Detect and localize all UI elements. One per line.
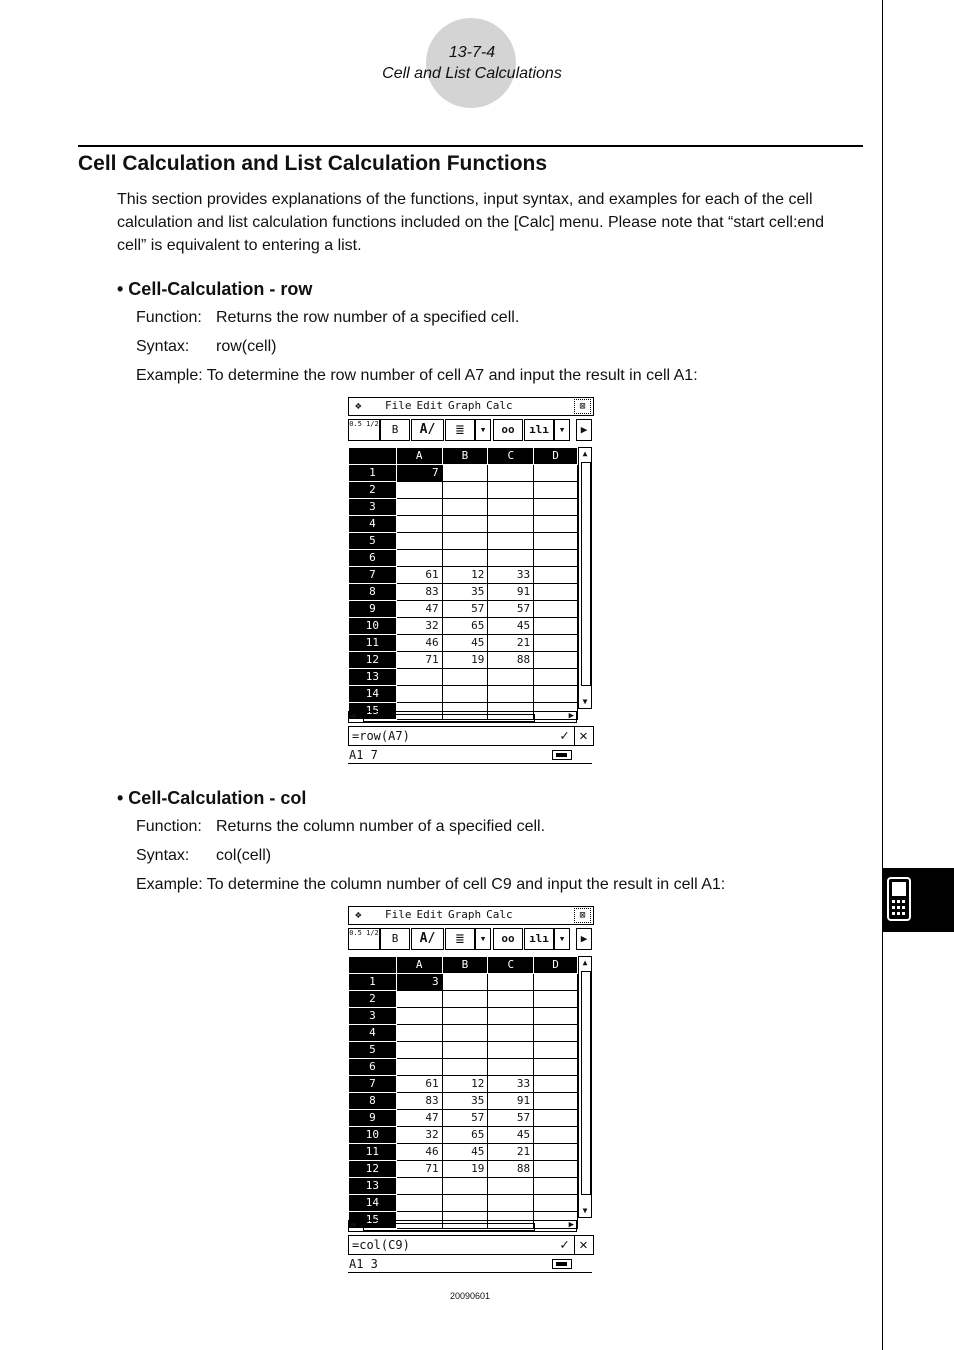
list-button[interactable]: ≣ (445, 928, 475, 950)
table-row (349, 550, 578, 567)
example-text: To determine the column number of cell C9 and input the result in cell A1: (206, 876, 726, 893)
chapter-title: Cell and List Calculations (382, 65, 562, 82)
function-label: Function: (136, 309, 202, 326)
menu-logo-icon[interactable]: ❖ (355, 908, 362, 921)
column-header-a[interactable]: A (396, 957, 442, 974)
row-header[interactable]: 6 (349, 1059, 397, 1076)
cell[interactable] (442, 1042, 488, 1059)
cell[interactable] (396, 499, 442, 516)
cell[interactable]: 71 (396, 652, 442, 669)
cell[interactable]: 47 (396, 601, 442, 618)
cell[interactable]: 57 (442, 1110, 488, 1127)
fraction-button[interactable]: 0.5 1/2 (348, 928, 380, 950)
entry-line (348, 726, 594, 746)
cell[interactable]: 88 (488, 652, 534, 669)
spreadsheet-grid[interactable] (348, 956, 578, 1226)
row-header[interactable]: 15 (349, 1212, 397, 1229)
formula-input[interactable]: =col(C9) (352, 1238, 410, 1252)
cell[interactable] (488, 686, 534, 703)
table-row (349, 1127, 578, 1144)
cell[interactable] (442, 686, 488, 703)
cell[interactable]: 45 (488, 618, 534, 635)
pen-button[interactable]: A/ (411, 928, 444, 950)
cell[interactable] (396, 1178, 442, 1195)
bold-button[interactable]: B (380, 419, 410, 441)
cell[interactable]: 57 (442, 601, 488, 618)
row-header[interactable]: 2 (349, 991, 397, 1008)
cell[interactable] (534, 1161, 578, 1178)
cell[interactable] (488, 991, 534, 1008)
cell[interactable] (534, 635, 578, 652)
column-header-row (349, 448, 578, 465)
cell[interactable] (534, 618, 578, 635)
cell[interactable] (488, 1008, 534, 1025)
cell[interactable] (488, 465, 534, 482)
glasses-button[interactable]: oo (493, 419, 523, 441)
row-header[interactable]: 9 (349, 601, 397, 618)
syntax-text: col(cell) (216, 847, 272, 864)
cell[interactable] (396, 669, 442, 686)
corner-cell[interactable] (349, 957, 397, 974)
graph-button[interactable]: ılı (524, 928, 554, 950)
right-margin-rule (882, 0, 883, 1350)
row-header[interactable]: 8 (349, 1093, 397, 1110)
cell[interactable] (534, 1093, 578, 1110)
table-row (349, 1110, 578, 1127)
table-row (349, 1178, 578, 1195)
table-row (349, 1144, 578, 1161)
example-label: Example: (136, 367, 203, 384)
row-header[interactable]: 1 (349, 974, 397, 991)
row-header[interactable]: 11 (349, 1144, 397, 1161)
menu-item-graph[interactable]: Graph (448, 908, 482, 921)
section-rule (78, 145, 863, 147)
scroll-up-icon[interactable]: ▲ (582, 958, 588, 967)
scroll-up-icon[interactable]: ▲ (582, 449, 588, 458)
table-row (349, 499, 578, 516)
table-row (349, 1025, 578, 1042)
cell[interactable]: 65 (442, 1127, 488, 1144)
row-header[interactable]: 9 (349, 1110, 397, 1127)
cell[interactable] (396, 991, 442, 1008)
row-header[interactable]: 14 (349, 686, 397, 703)
battery-icon (552, 1259, 572, 1269)
cell[interactable]: 91 (488, 1093, 534, 1110)
table-row (349, 516, 578, 533)
cell[interactable] (534, 1127, 578, 1144)
horizontal-scrollbar[interactable] (348, 1220, 577, 1232)
row-header[interactable]: 11 (349, 635, 397, 652)
calc-screen (348, 397, 594, 765)
table-row (349, 1161, 578, 1178)
menu-item-calc[interactable]: Calc (486, 908, 513, 921)
bold-button[interactable]: B (380, 928, 410, 950)
fraction-button[interactable]: 0.5 1/2 (348, 419, 380, 441)
pen-button[interactable]: A/ (411, 419, 444, 441)
cell[interactable] (442, 499, 488, 516)
entry-line (348, 1235, 594, 1255)
cell[interactable] (488, 1195, 534, 1212)
row-header[interactable]: 4 (349, 516, 397, 533)
cell[interactable]: 45 (488, 1127, 534, 1144)
table-row (349, 991, 578, 1008)
table-row (349, 1008, 578, 1025)
status-bar (348, 1256, 592, 1273)
cell[interactable] (488, 550, 534, 567)
status-text: A1 3 (349, 1257, 378, 1271)
column-header-d[interactable]: D (534, 957, 578, 974)
cell[interactable] (396, 1008, 442, 1025)
cell[interactable] (488, 1178, 534, 1195)
cell[interactable]: 71 (396, 1161, 442, 1178)
cell[interactable]: 88 (488, 1161, 534, 1178)
cell[interactable] (488, 482, 534, 499)
table-row (349, 482, 578, 499)
vertical-scrollbar[interactable] (578, 447, 592, 709)
spreadsheet-grid[interactable] (348, 447, 578, 717)
list-dropdown-button[interactable]: ▾ (475, 419, 491, 441)
cell[interactable]: 7 (396, 465, 442, 482)
cell[interactable] (534, 669, 578, 686)
cancel-icon[interactable]: ✕ (574, 1236, 592, 1254)
horizontal-scroll-thumb[interactable] (363, 714, 535, 722)
next-button[interactable]: ▶ (576, 419, 592, 441)
example-text: To determine the row number of cell A7 and input the result in cell A1: (206, 367, 698, 384)
cell[interactable] (534, 1110, 578, 1127)
table-row (349, 635, 578, 652)
cell[interactable] (488, 516, 534, 533)
column-header-c[interactable]: C (488, 957, 534, 974)
cell[interactable] (534, 1178, 578, 1195)
cell[interactable] (442, 465, 488, 482)
row-header[interactable]: 1 (349, 465, 397, 482)
table-row (349, 974, 578, 991)
table-row (349, 1059, 578, 1076)
cell[interactable]: 32 (396, 1127, 442, 1144)
list-dropdown-button[interactable]: ▾ (475, 928, 491, 950)
cell[interactable] (442, 533, 488, 550)
row-header[interactable]: 15 (349, 703, 397, 720)
cell[interactable]: 61 (396, 1076, 442, 1093)
close-icon[interactable]: ⊠ (574, 908, 591, 923)
scroll-right-icon[interactable]: ▶ (568, 1220, 574, 1230)
cell[interactable] (534, 1008, 578, 1025)
function-text: Returns the row number of a specified cell. (216, 309, 520, 326)
cell[interactable] (396, 516, 442, 533)
toolbar (348, 928, 594, 950)
cell[interactable] (488, 1059, 534, 1076)
cell[interactable] (534, 652, 578, 669)
cell[interactable]: 12 (442, 567, 488, 584)
cell[interactable] (488, 974, 534, 991)
cell[interactable] (442, 669, 488, 686)
menu-item-edit[interactable]: Edit (416, 399, 443, 412)
function-text: Returns the column number of a specified cell. (216, 818, 546, 835)
checkmark-icon[interactable]: ✓ (560, 728, 569, 744)
column-header-c[interactable]: C (488, 448, 534, 465)
cell[interactable] (396, 1042, 442, 1059)
syntax-text: row(cell) (216, 338, 277, 355)
corner-cell[interactable] (349, 448, 397, 465)
side-tab (883, 868, 954, 932)
menu-item-graph[interactable]: Graph (448, 399, 482, 412)
section-heading: Cell Calculation and List Calculation Functions (78, 152, 548, 175)
menu-item-file[interactable]: File (385, 908, 412, 921)
cell[interactable] (534, 465, 578, 482)
syntax-label: Syntax: (136, 847, 190, 864)
cell[interactable] (534, 686, 578, 703)
graph-dropdown-button[interactable]: ▾ (554, 419, 570, 441)
row-header[interactable]: 2 (349, 482, 397, 499)
row-header[interactable]: 6 (349, 550, 397, 567)
cell[interactable]: 32 (396, 618, 442, 635)
item-heading-col: • Cell-Calculation - col (117, 788, 307, 808)
cell[interactable] (534, 550, 578, 567)
cell[interactable]: 3 (396, 974, 442, 991)
cell[interactable] (534, 1076, 578, 1093)
cell[interactable] (442, 1059, 488, 1076)
scroll-right-icon[interactable]: ▶ (568, 711, 574, 721)
cell[interactable] (442, 516, 488, 533)
table-row (349, 601, 578, 618)
cell[interactable] (534, 499, 578, 516)
cell[interactable] (396, 1025, 442, 1042)
cell[interactable]: 45 (442, 1144, 488, 1161)
cell[interactable]: 57 (488, 1110, 534, 1127)
row-header[interactable]: 13 (349, 669, 397, 686)
table-row (349, 567, 578, 584)
cell[interactable] (534, 516, 578, 533)
status-text: A1 7 (349, 748, 378, 762)
next-button[interactable]: ▶ (576, 928, 592, 950)
horizontal-scrollbar[interactable] (348, 711, 577, 723)
example-line-row (136, 367, 698, 385)
function-line-row (136, 309, 519, 327)
column-header-b[interactable]: B (442, 957, 488, 974)
cell[interactable]: 35 (442, 1093, 488, 1110)
vertical-scrollbar[interactable] (578, 956, 592, 1218)
table-row (349, 1195, 578, 1212)
cell[interactable] (534, 1042, 578, 1059)
table-row (349, 618, 578, 635)
scroll-left-icon[interactable]: ◀ (350, 1220, 356, 1230)
table-row (349, 1042, 578, 1059)
graph-button[interactable]: ılı (524, 419, 554, 441)
table-row (349, 686, 578, 703)
list-button[interactable]: ≣ (445, 419, 475, 441)
column-header-b[interactable]: B (442, 448, 488, 465)
cell[interactable]: 21 (488, 1144, 534, 1161)
column-header-a[interactable]: A (396, 448, 442, 465)
syntax-line-col (136, 847, 271, 865)
row-header[interactable]: 7 (349, 1076, 397, 1093)
menu-logo-icon[interactable]: ❖ (355, 399, 362, 412)
cell[interactable] (534, 584, 578, 601)
cell[interactable] (442, 482, 488, 499)
cell[interactable] (534, 1025, 578, 1042)
toolbar (348, 419, 594, 441)
scroll-down-icon[interactable]: ▼ (582, 697, 588, 706)
table-row (349, 1076, 578, 1093)
menu-item-calc[interactable]: Calc (486, 399, 513, 412)
cell[interactable] (488, 533, 534, 550)
table-row (349, 533, 578, 550)
cell[interactable]: 57 (488, 601, 534, 618)
menu-bar (348, 906, 594, 925)
page-number: 13-7-4 (448, 44, 496, 61)
cell[interactable]: 12 (442, 1076, 488, 1093)
item-heading-row: • Cell-Calculation - row (117, 279, 313, 299)
row-header[interactable]: 13 (349, 1178, 397, 1195)
cell[interactable]: 47 (396, 1110, 442, 1127)
row-header[interactable]: 8 (349, 584, 397, 601)
menu-bar (348, 397, 594, 416)
cell[interactable] (488, 1025, 534, 1042)
scroll-left-icon[interactable]: ◀ (350, 711, 356, 721)
vertical-scroll-thumb[interactable] (581, 971, 591, 1195)
cell[interactable] (534, 991, 578, 1008)
row-header[interactable]: 7 (349, 567, 397, 584)
cell[interactable]: 65 (442, 618, 488, 635)
table-row (349, 465, 578, 482)
battery-icon (552, 750, 572, 760)
example-label: Example: (136, 876, 203, 893)
row-header[interactable]: 3 (349, 499, 397, 516)
row-header[interactable]: 5 (349, 533, 397, 550)
formula-input[interactable]: =row(A7) (352, 729, 410, 743)
calc-screen (348, 906, 594, 1274)
row-header[interactable]: 10 (349, 1127, 397, 1144)
row-header[interactable]: 4 (349, 1025, 397, 1042)
function-label: Function: (136, 818, 202, 835)
cell[interactable] (396, 533, 442, 550)
cell[interactable] (442, 1025, 488, 1042)
cell[interactable] (442, 1008, 488, 1025)
row-header[interactable]: 10 (349, 618, 397, 635)
row-header[interactable]: 12 (349, 1161, 397, 1178)
cell[interactable] (442, 974, 488, 991)
cell[interactable] (534, 482, 578, 499)
syntax-line-row (136, 338, 276, 356)
cell[interactable] (396, 1059, 442, 1076)
cell[interactable]: 33 (488, 1076, 534, 1093)
cell[interactable] (442, 1178, 488, 1195)
syntax-label: Syntax: (136, 338, 190, 355)
checkmark-icon[interactable]: ✓ (560, 1237, 569, 1253)
glasses-button[interactable]: oo (493, 928, 523, 950)
intro-paragraph: This section provides explanations of the functions, input syntax, and examples for each of the cell calculation and list calculation functions included on the [Calc] menu. Please note that “start cell:end cell” is equivalent to entering a list. (117, 191, 825, 254)
table-row (349, 584, 578, 601)
cell[interactable]: 45 (442, 635, 488, 652)
cell[interactable]: 83 (396, 1093, 442, 1110)
menu-item-edit[interactable]: Edit (416, 908, 443, 921)
cell[interactable] (442, 1195, 488, 1212)
scroll-down-icon[interactable]: ▼ (582, 1206, 588, 1215)
cell[interactable] (534, 1059, 578, 1076)
cell[interactable] (534, 1195, 578, 1212)
cancel-icon[interactable]: ✕ (574, 727, 592, 745)
table-row (349, 669, 578, 686)
column-header-row (349, 957, 578, 974)
row-header[interactable]: 3 (349, 1008, 397, 1025)
cell[interactable]: 21 (488, 635, 534, 652)
cell[interactable]: 83 (396, 584, 442, 601)
cell[interactable] (488, 1042, 534, 1059)
horizontal-scroll-thumb[interactable] (363, 1223, 535, 1231)
close-icon[interactable]: ⊠ (574, 399, 591, 414)
cell[interactable] (534, 974, 578, 991)
cell[interactable] (442, 991, 488, 1008)
header-circle (426, 18, 516, 108)
cell[interactable] (396, 1195, 442, 1212)
cell[interactable]: 33 (488, 567, 534, 584)
cell[interactable]: 91 (488, 584, 534, 601)
cell[interactable]: 46 (396, 635, 442, 652)
cell[interactable]: 61 (396, 567, 442, 584)
cell[interactable] (534, 567, 578, 584)
column-header-d[interactable]: D (534, 448, 578, 465)
cell[interactable] (396, 482, 442, 499)
cell[interactable]: 35 (442, 584, 488, 601)
example-line-col (136, 876, 725, 894)
calculator-icon (883, 868, 954, 932)
cell[interactable] (488, 669, 534, 686)
cell[interactable] (534, 601, 578, 618)
cell[interactable] (396, 686, 442, 703)
cell[interactable]: 46 (396, 1144, 442, 1161)
row-header[interactable]: 12 (349, 652, 397, 669)
function-line-col (136, 818, 545, 836)
cell[interactable] (488, 499, 534, 516)
row-header[interactable]: 14 (349, 1195, 397, 1212)
menu-item-file[interactable]: File (385, 399, 412, 412)
status-bar (348, 747, 592, 764)
row-header[interactable]: 5 (349, 1042, 397, 1059)
cell[interactable]: 19 (442, 652, 488, 669)
graph-dropdown-button[interactable]: ▾ (554, 928, 570, 950)
cell[interactable] (534, 1144, 578, 1161)
table-row (349, 1093, 578, 1110)
vertical-scroll-thumb[interactable] (581, 462, 591, 686)
cell[interactable] (534, 533, 578, 550)
footer-code: 20090601 (449, 1291, 491, 1301)
cell[interactable] (396, 550, 442, 567)
cell[interactable] (442, 550, 488, 567)
cell[interactable]: 19 (442, 1161, 488, 1178)
table-row (349, 652, 578, 669)
